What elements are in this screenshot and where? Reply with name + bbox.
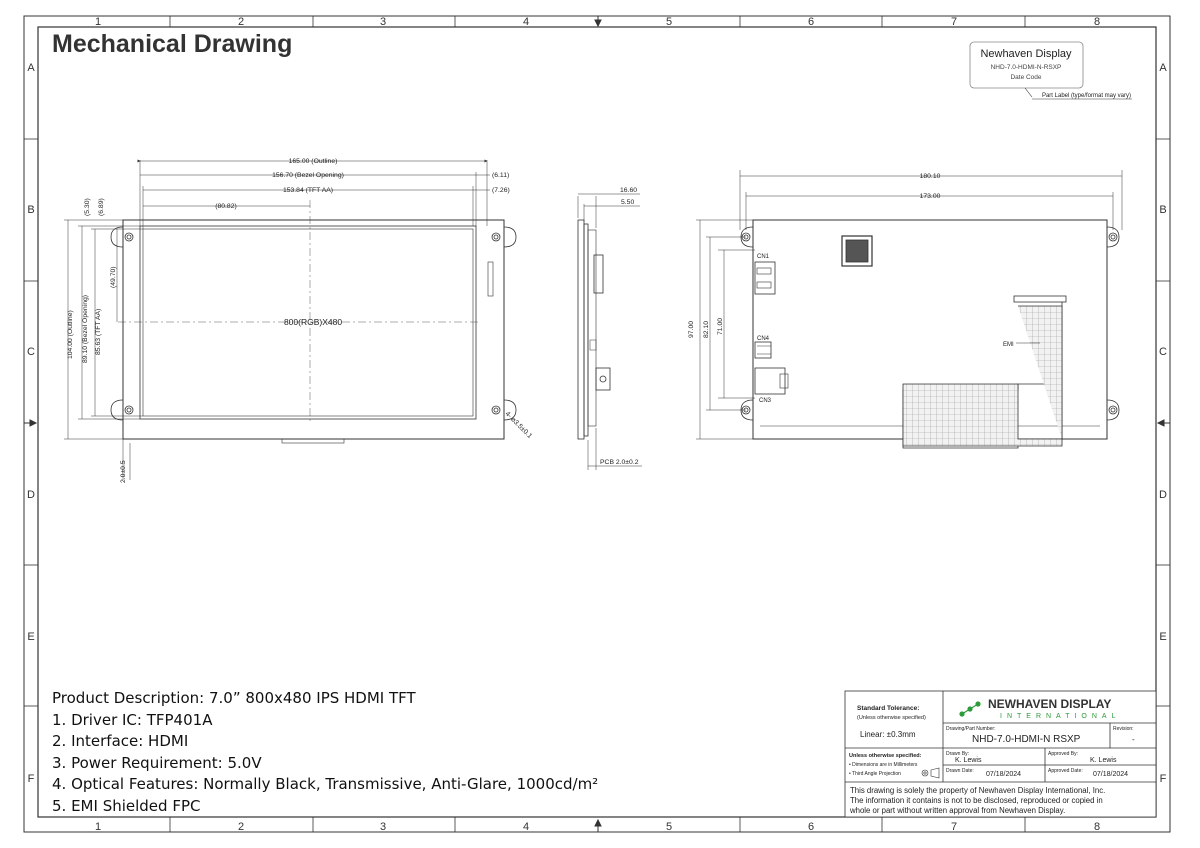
part-number: NHD-7.0-HDMI-N RSXP <box>972 734 1081 745</box>
drawn-by: K. Lewis <box>955 757 982 764</box>
col-label-top-8: 8 <box>1093 16 1101 28</box>
row-label-right-a: A <box>1159 62 1167 74</box>
spec-item: 4. Optical Features: Normally Black, Transmissive, Anti-Glare, 1000cd/m² <box>52 775 599 793</box>
front-outline <box>123 220 504 439</box>
label-cn1: CN1 <box>757 254 770 260</box>
dim-mounting-hole: 4- ⌀3.5±0.1 <box>503 410 534 440</box>
rear-view <box>696 170 1122 448</box>
col-label-top-5: 5 <box>665 16 673 28</box>
col-label-top-3: 3 <box>379 16 387 28</box>
part-label <box>970 42 1132 99</box>
rear-cn3 <box>755 368 785 394</box>
rear-cn1 <box>755 262 775 294</box>
revision-value: - <box>1132 735 1135 744</box>
col-label-bottom-6: 6 <box>807 821 815 833</box>
spec-item: 2. Interface: HDMI <box>52 732 189 750</box>
resolution-label: 800(RGB)X480 <box>283 317 343 327</box>
unless-specified: Unless otherwise specified: <box>849 753 922 759</box>
dim-top-6-89: (6.89) <box>98 198 105 216</box>
dim-total-depth: 16.60 <box>620 187 638 194</box>
part-label-part: NHD-7.0-HDMI-N-RSXP <box>990 64 1062 71</box>
row-label-left-d: D <box>27 489 35 501</box>
std-tolerance: Standard Tolerance: <box>857 705 920 712</box>
dimensions-mm: • Dimensions are in Millimeters <box>849 762 918 768</box>
spec-item: 1. Driver IC: TFP401A <box>52 710 213 729</box>
col-label-bottom-1: 1 <box>94 821 102 833</box>
row-label-right-e: E <box>1159 631 1167 643</box>
side-view <box>578 194 642 470</box>
col-label-bottom-5: 5 <box>665 821 673 833</box>
linear-tolerance: Linear: ±0.3mm <box>860 730 916 739</box>
row-label-right-f: F <box>1159 773 1167 785</box>
dim-outline-width: 165.00 (Outline) <box>288 158 338 165</box>
dim-top-5-30: (5.30) <box>84 198 91 216</box>
rear-cn4 <box>755 342 771 358</box>
part-label-brand: Newhaven Display <box>980 48 1072 60</box>
col-label-top-2: 2 <box>237 16 245 28</box>
logo-text-top: NEWHAVEN DISPLAY <box>988 697 1112 711</box>
dim-bezel-width: 156.70 (Bezel Opening) <box>272 172 344 179</box>
col-label-bottom-3: 3 <box>379 821 387 833</box>
col-label-bottom-4: 4 <box>522 821 530 833</box>
dim-rear-180: 180.10 <box>919 173 941 180</box>
col-label-top-6: 6 <box>807 16 815 28</box>
part-label-date-code: Date Code <box>1010 74 1042 81</box>
row-label-right-d: D <box>1159 489 1167 501</box>
unless-otherwise: (Unless otherwise specified) <box>857 715 926 721</box>
row-label-left-a: A <box>27 62 35 74</box>
label-cn4: CN4 <box>757 336 770 342</box>
label-cn3: CN3 <box>759 398 772 404</box>
row-label-right-b: B <box>1159 204 1167 216</box>
dim-right-6-11: (6.11) <box>492 172 510 179</box>
col-label-bottom-2: 2 <box>237 821 245 833</box>
notice-line-3: whole or part without written approval from Newhaven Display. <box>850 806 1066 815</box>
row-label-left-f: F <box>27 773 35 785</box>
spec-item: 3. Power Requirement: 5.0V <box>52 753 262 772</box>
row-label-left-e: E <box>27 631 35 643</box>
dim-right-7-26: (7.26) <box>492 187 510 194</box>
dim-rear-173: 173.00 <box>919 193 941 200</box>
page-title: Mechanical Drawing <box>52 30 293 58</box>
dim-bezel-height: 89.10 (Bezel Opening) <box>82 294 89 363</box>
product-description <box>52 688 598 817</box>
col-label-top-1: 1 <box>94 16 102 28</box>
notice-line-2: The information it contains is not to be disclosed, reproduced or copied in <box>850 796 1103 805</box>
dim-outline-height: 104.00 (Outline) <box>67 310 74 359</box>
row-label-right-c: C <box>1159 346 1167 358</box>
drawn-by-label: Drawn By: <box>946 751 970 757</box>
side-view-labels <box>600 187 639 466</box>
col-label-bottom-7: 7 <box>950 821 958 833</box>
rear-view-labels <box>688 173 1014 404</box>
row-label-left-c: C <box>27 346 35 358</box>
approved-by-label: Approved By: <box>1048 751 1079 757</box>
dim-pcb: PCB 2.0±0.2 <box>600 459 639 466</box>
part-number-label: Drawing/Part Number: <box>946 726 996 732</box>
dim-rear-82: 82.10 <box>703 320 710 338</box>
approved-by: K. Lewis <box>1090 757 1117 764</box>
dim-center-x: (80.82) <box>215 203 237 210</box>
logo-text-bottom: INTERNATIONAL <box>1000 713 1121 720</box>
approved-date: 07/18/2024 <box>1093 771 1129 778</box>
dim-aa-width: 153.84 (TFT AA) <box>282 187 334 194</box>
notice-line-1: This drawing is solely the property of Newhaven Display International, Inc. <box>850 786 1106 795</box>
dim-depth-5-50: 5.50 <box>621 199 635 206</box>
dim-rear-71: 71.00 <box>717 317 724 335</box>
dim-aa-height: 85.63 (TFT AA) <box>95 308 102 355</box>
col-label-top-4: 4 <box>522 16 530 28</box>
approved-date-label: Approved Date: <box>1048 768 1083 774</box>
revision-label: Revision: <box>1113 726 1134 732</box>
third-angle: • Third Angle Projection <box>849 771 901 777</box>
drawn-date: 07/18/2024 <box>986 771 1022 778</box>
dim-center-y: (49.70) <box>110 266 117 288</box>
part-label-caption: Part Label (type/format may vary) <box>1041 93 1131 99</box>
row-label-left-b: B <box>27 204 35 216</box>
col-label-top-7: 7 <box>950 16 958 28</box>
front-view-labels <box>67 158 533 483</box>
product-description-title: Product Description: 7.0” 800x480 IPS HDMI TFT <box>52 689 416 707</box>
dim-rear-97: 97.00 <box>688 320 695 338</box>
dim-bottom-tol: 2.0±0.5 <box>120 460 127 483</box>
drawn-date-label: Drawn Date: <box>946 768 974 774</box>
label-emi: EMI <box>1003 342 1014 348</box>
spec-item: 5. EMI Shielded FPC <box>52 796 201 815</box>
col-label-bottom-8: 8 <box>1093 821 1101 833</box>
